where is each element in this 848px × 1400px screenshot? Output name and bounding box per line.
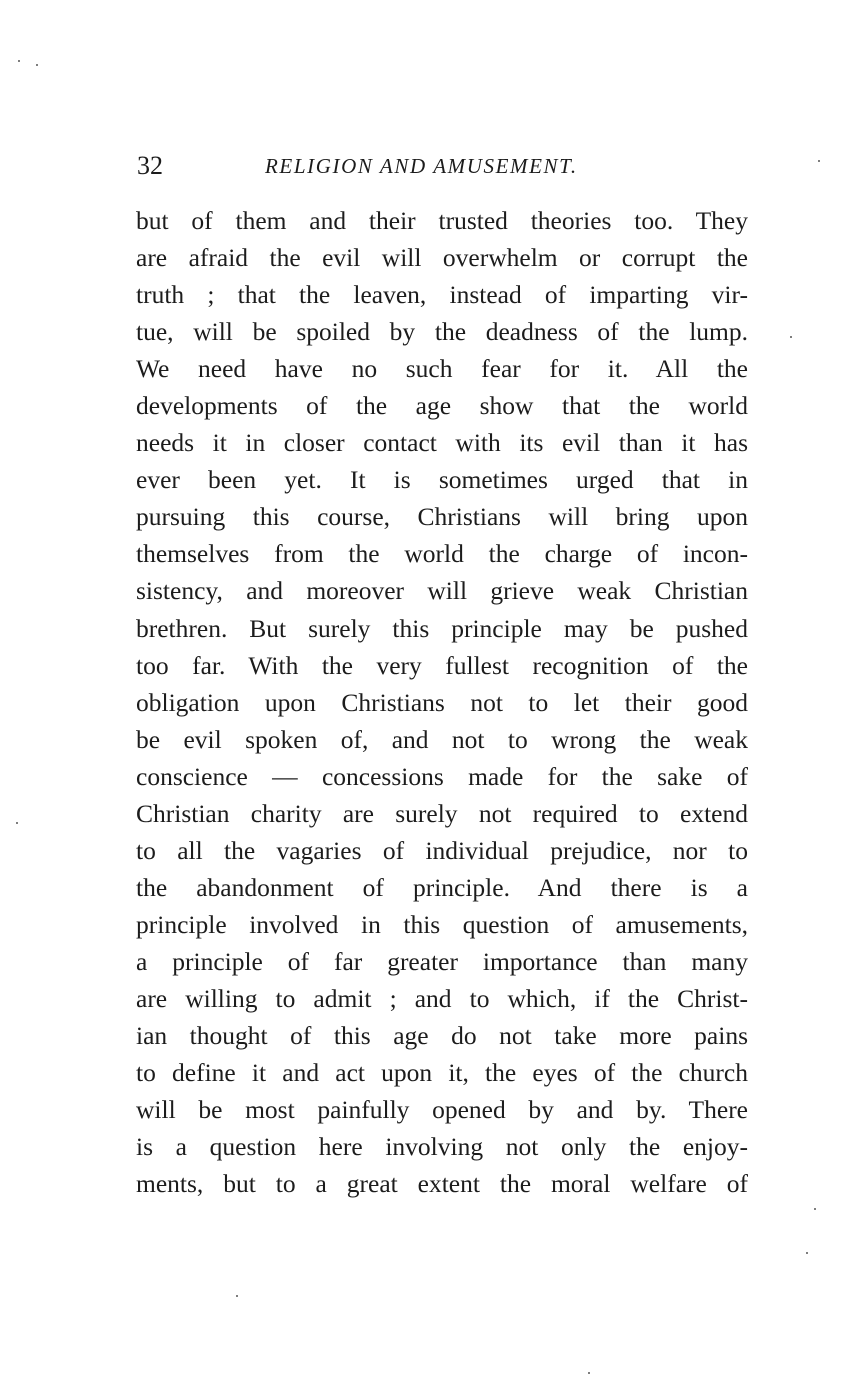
- scan-speck: [818, 160, 820, 162]
- text-line: Christian charity are surely not required to extend: [136, 798, 748, 828]
- text-line: sistency, and moreover will grieve weak Christian: [136, 576, 748, 606]
- text-line: ments, but to a great extent the moral welfare of: [136, 1169, 748, 1199]
- text-line: but of them and their trusted theories too. They: [136, 206, 748, 235]
- text-line: the abandonment of principle. And there is a: [136, 872, 748, 902]
- text-line: obligation upon Christians not to let their good: [136, 687, 748, 717]
- text-line: ever been yet. It is sometimes urged that in: [136, 465, 748, 495]
- text-line: to define it and act upon it, the eyes of the church: [136, 1058, 748, 1088]
- scan-speck: [790, 336, 792, 338]
- text-line: ian thought of this age do not take more pains: [136, 1021, 748, 1051]
- text-line: will be most painfully opened by and by. There: [136, 1095, 748, 1125]
- scan-speck: [236, 1295, 238, 1297]
- text-line: too far. With the very fullest recognition of the: [136, 650, 748, 680]
- text-line: are afraid the evil will overwhelm or corrupt the: [136, 243, 748, 273]
- page-header: [137, 148, 749, 184]
- text-line: is a question here involving not only the enjoy-: [136, 1132, 748, 1162]
- scan-speck: [16, 822, 18, 824]
- scan-speck: [806, 1252, 808, 1254]
- text-line: be evil spoken of, and not to wrong the weak: [136, 724, 748, 754]
- text-line: tue, will be spoiled by the deadness of the lump.: [136, 317, 748, 347]
- text-line: needs it in closer contact with its evil than it has: [136, 428, 748, 458]
- text-line: conscience — concessions made for the sake of: [136, 761, 748, 791]
- text-line: to all the vagaries of individual prejudice, nor to: [136, 835, 748, 865]
- scan-speck: [814, 1208, 816, 1210]
- text-line: developments of the age show that the world: [136, 391, 748, 421]
- text-line: a principle of far greater importance than many: [136, 946, 748, 976]
- text-line: We need have no such fear for it. All the: [136, 354, 748, 384]
- text-line: are willing to admit ; and to which, if the Christ-: [136, 983, 748, 1013]
- page-number: 32: [137, 151, 163, 180]
- text-line: truth ; that the leaven, instead of imparting vir-: [136, 280, 748, 310]
- body-text: [136, 202, 748, 1202]
- scan-speck: [18, 60, 20, 62]
- text-line: brethren. But surely this principle may be pushed: [136, 613, 748, 643]
- text-line: pursuing this course, Christians will bring upon: [136, 502, 748, 532]
- text-line: themselves from the world the charge of incon-: [136, 539, 748, 569]
- text-line: principle involved in this question of amusements,: [136, 909, 748, 939]
- scan-speck: [36, 64, 38, 66]
- scan-speck: [588, 1372, 590, 1374]
- running-title: RELIGION AND AMUSEMENT.: [265, 154, 578, 178]
